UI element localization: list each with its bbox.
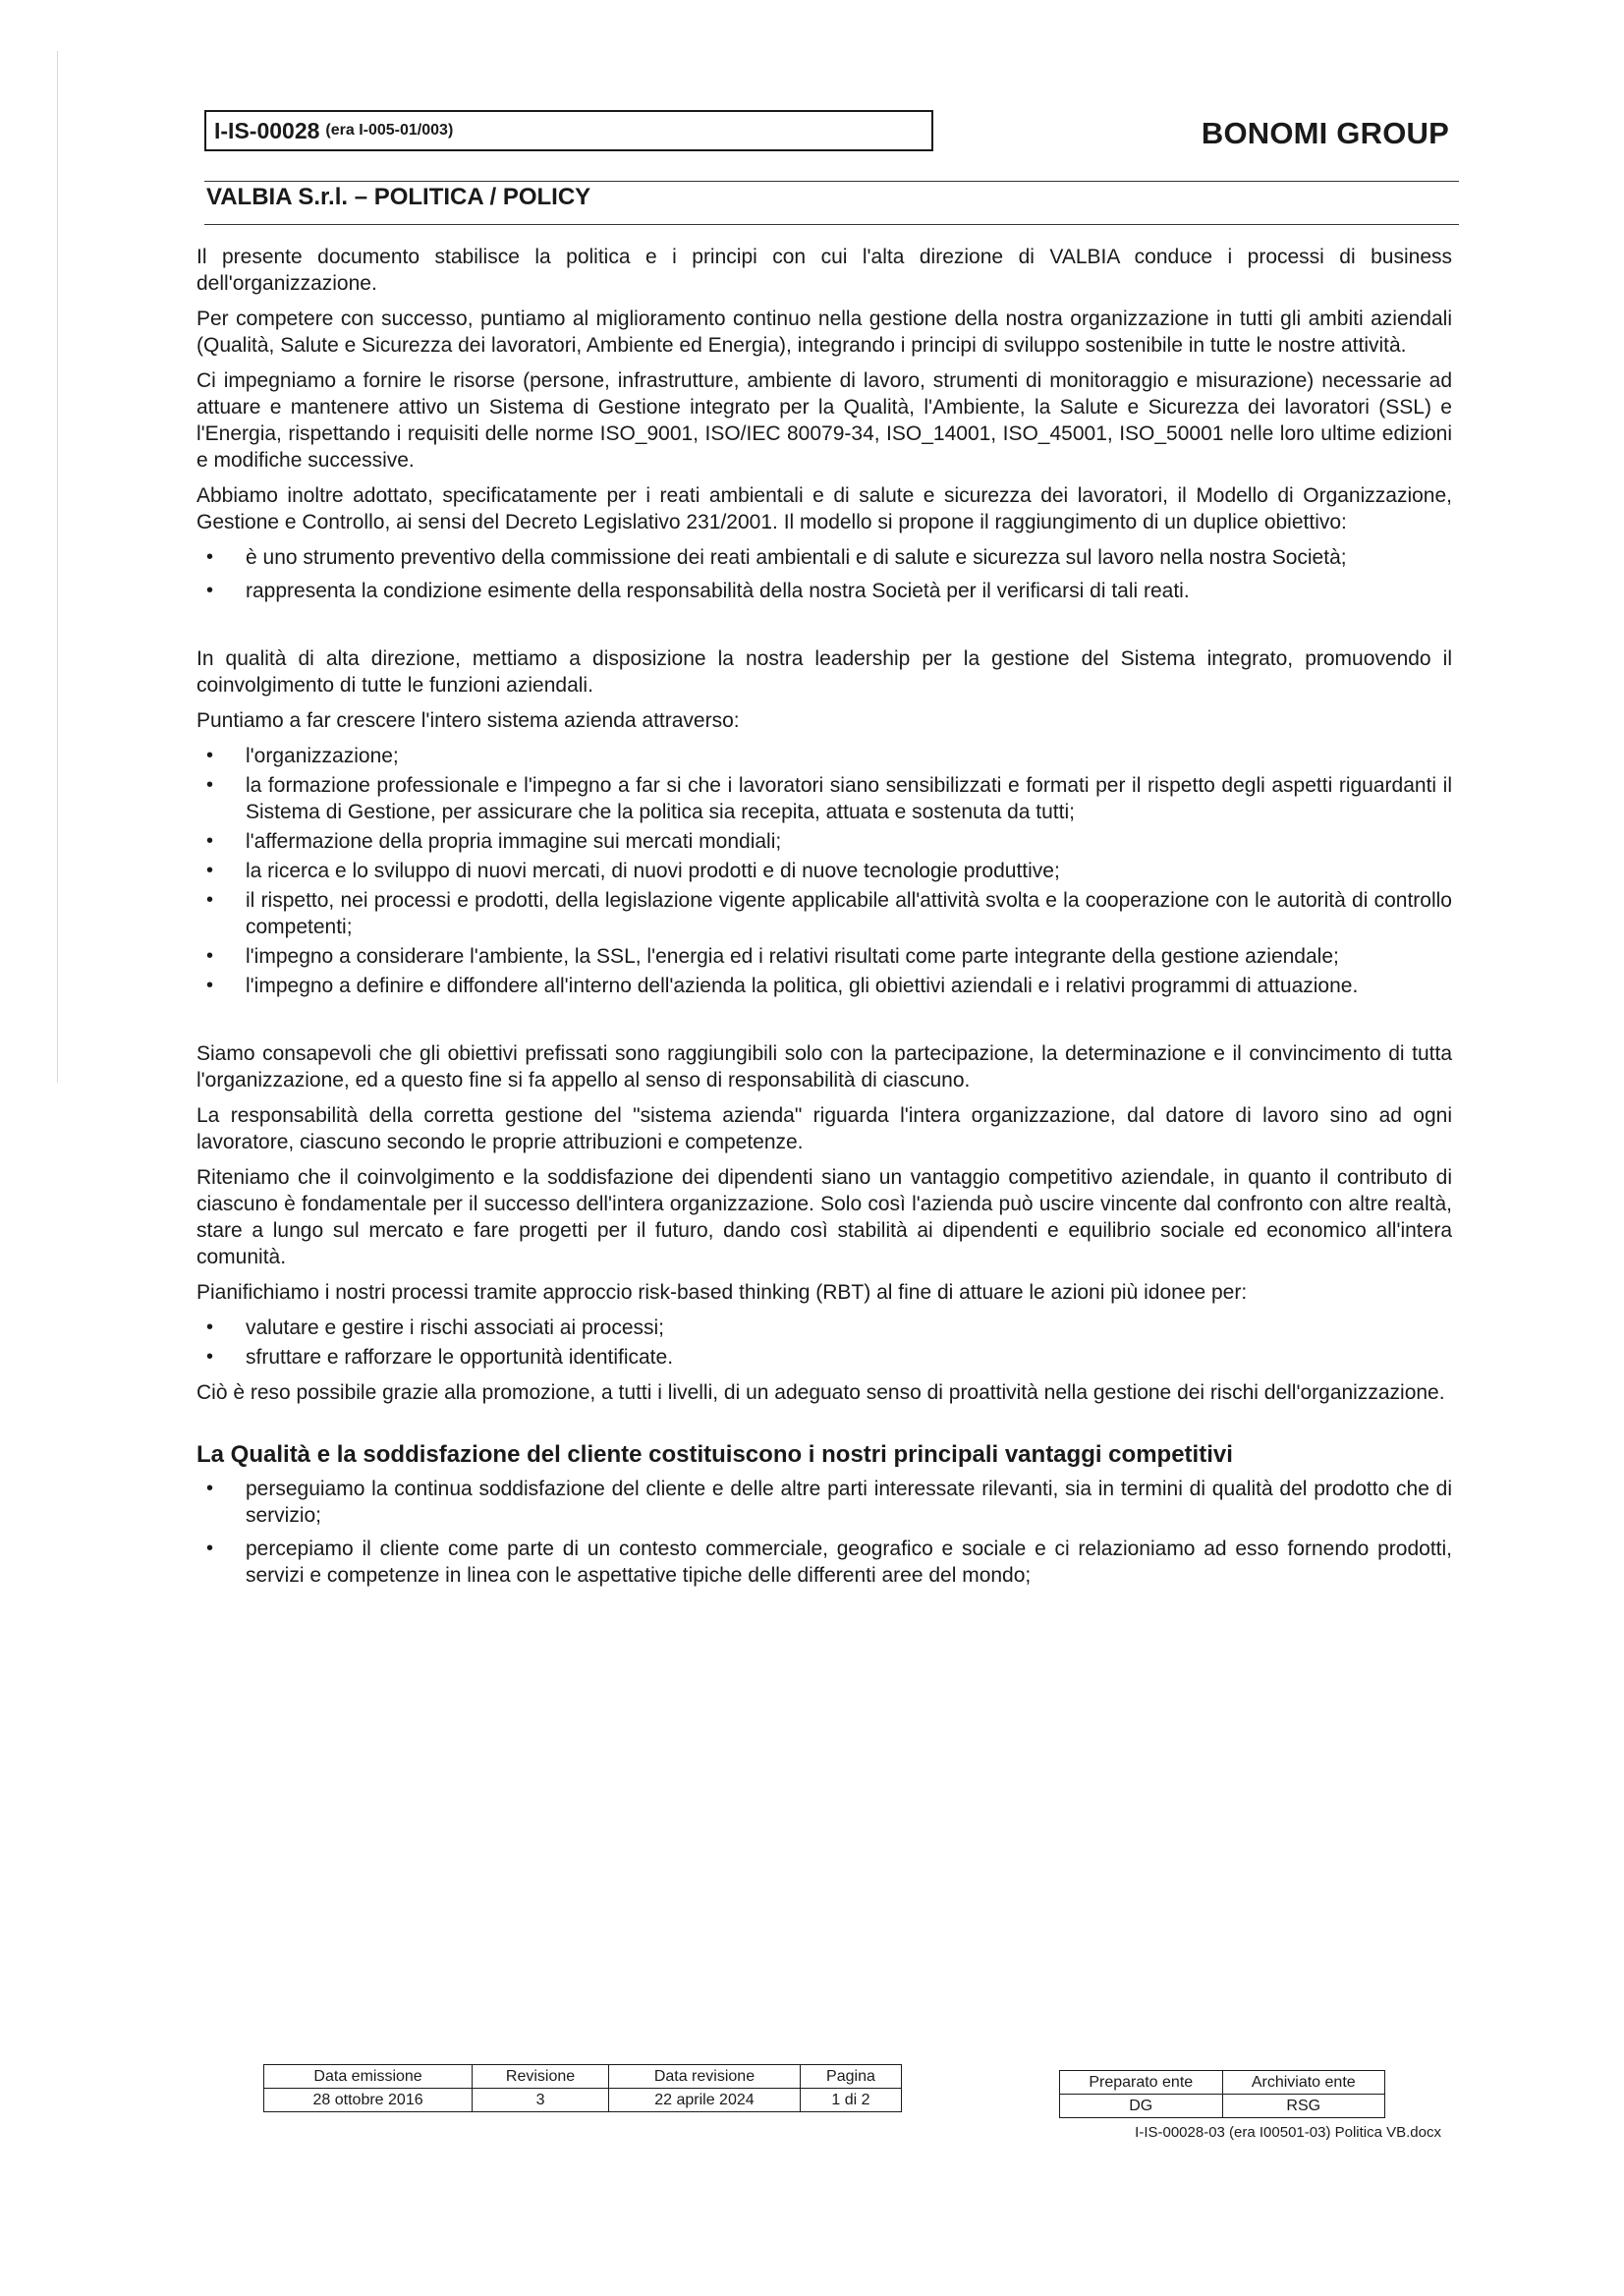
objectives-list	[196, 544, 1452, 604]
bullet-icon: •	[206, 580, 214, 601]
list-item-text: perseguiamo la continua soddisfazione del cliente e delle altre parti interessate rilevanti, sia in termini di qualità del prodotto che di servizio;	[246, 1478, 1452, 1527]
list-item	[196, 858, 1452, 884]
paragraph-improvement: Per competere con successo, puntiamo al miglioramento continuo nella gestione della nostra organizzazione in tutti gli ambiti aziendali (Qualità, Salute e Sicurezza dei lavoratori, Ambiente ed Energia), integrando i principi di sviluppo sostenibile in tutte le nostre attività.	[196, 308, 1452, 357]
list-item	[196, 943, 1452, 970]
header-divider	[204, 181, 1459, 182]
bullet-icon: •	[206, 1538, 214, 1559]
list-item	[196, 743, 1452, 769]
table-cell: RSG	[1222, 2095, 1385, 2118]
table-header-row	[264, 2065, 902, 2089]
bullet-icon: •	[206, 774, 214, 796]
paragraph-leadership: In qualità di alta direzione, mettiamo a disposizione la nostra leadership per la gestione del Sistema integrato, promuovendo il coinvolgimento di tutte le funzioni aziendali.	[196, 647, 1452, 697]
table-cell: 3	[473, 2089, 609, 2112]
paragraph-intro: Il presente documento stabilisce la politica e i principi con cui l'alta direzione di VALBIA conduce i processi di business dell'organizzazione.	[196, 246, 1452, 295]
bullet-icon: •	[206, 889, 214, 911]
bullet-icon: •	[206, 860, 214, 881]
table-header-cell: Data emissione	[264, 2065, 473, 2089]
growth-list	[196, 743, 1452, 999]
paragraph-responsibility: La responsabilità della corretta gestione del "sistema azienda" riguarda l'intera organizzazione, dal datore di lavoro sino ad ogni lavoratore, ciascuno secondo le proprie attribuzioni e competenze.	[196, 1104, 1452, 1153]
table-cell: 22 aprile 2024	[608, 2089, 800, 2112]
list-item-text: percepiamo il cliente come parte di un contesto commerciale, geografico e sociale e ci relazioniamo ad esso fornendo prodotti, servizi e competenze in linea con le aspettative tipiche delle differenti aree del mondo;	[246, 1538, 1452, 1587]
table-cell: 1 di 2	[800, 2089, 901, 2112]
table-header-cell: Data revisione	[608, 2065, 800, 2089]
list-item	[196, 1344, 1452, 1371]
paragraph-proactivity: Ciò è reso possibile grazie alla promozione, a tutti i livelli, di un adeguato senso di proattività nella gestione dei rischi dell'organizzazione.	[196, 1381, 1445, 1404]
list-item-text: il rispetto, nei processi e prodotti, della legislazione vigente applicabile all'attività svolta e la cooperazione con le autorità di controllo competenti;	[246, 889, 1452, 938]
list-item-text: la formazione professionale e l'impegno a far si che i lavoratori siano sensibilizzati e formati per il rispetto degli aspetti riguardanti il Sistema di Gestione, per assicurare che la politica sia recepita, attuata e sostenuta da tutti;	[246, 774, 1452, 823]
paragraph-employees: Riteniamo che il coinvolgimento e la soddisfazione dei dipendenti siano un vantaggio competitivo aziendale, in quanto il contributo di ciascuno è fondamentale per il successo dell'intera organizzazione. Solo così l'azienda può uscire vincente dal confronto con altre realtà, stare a lungo sul mercato e fare progetti per il futuro, dando così stabilità ai dipendenti e equilibrio sociale ed economico all'intera comunità.	[196, 1166, 1452, 1268]
document-code: I-IS-00028	[214, 117, 320, 143]
quality-list	[196, 1476, 1452, 1589]
bullet-icon: •	[206, 1478, 214, 1499]
bullet-icon: •	[206, 745, 214, 766]
paragraph-rbt: Pianifichiamo i nostri processi tramite approccio risk-based thinking (RBT) al fine di attuare le azioni più idonee per:	[196, 1281, 1248, 1304]
paragraph-growth: Puntiamo a far crescere l'intero sistema azienda attraverso:	[196, 709, 740, 732]
list-item-text: l'impegno a definire e diffondere all'interno dell'azienda la politica, gli obiettivi aziendali e i relativi programmi di attuazione.	[246, 975, 1359, 997]
document-body	[196, 244, 1452, 1597]
list-item-text: l'impegno a considerare l'ambiente, la SSL, l'energia ed i relativi risultati come parte integrante della gestione aziendale;	[246, 945, 1339, 968]
list-item	[196, 1536, 1452, 1589]
list-item-text: sfruttare e rafforzare le opportunità identificate.	[246, 1346, 674, 1369]
rbt-list	[196, 1315, 1452, 1371]
list-item	[196, 887, 1452, 940]
table-header-cell: Archiviato ente	[1222, 2071, 1385, 2095]
table-row	[1060, 2095, 1385, 2118]
table-header-cell: Revisione	[473, 2065, 609, 2089]
list-item-text: rappresenta la condizione esimente della responsabilità della nostra Società per il verificarsi di tali reati.	[246, 580, 1190, 602]
paragraph-resources: Ci impegniamo a fornire le risorse (persone, infrastrutture, ambiente di lavoro, strumenti di monitoraggio e misurazione) necessarie ad attuare e mantenere attivo un Sistema di Gestione integrato per la Qualità, l'Ambiente, la Salute e Sicurezza dei lavoratori (SSL) e l'Energia, rispettando i requisiti delle norme ISO_9001, ISO/IEC 80079-34, ISO_14001, ISO_45001, ISO_50001 nelle loro ultime edizioni e modifiche successive.	[196, 369, 1452, 472]
list-item-text: la ricerca e lo sviluppo di nuovi mercati, di nuovi prodotti e di nuove tecnologie produttive;	[246, 860, 1060, 882]
bullet-icon: •	[206, 945, 214, 967]
table-header-cell: Preparato ente	[1060, 2071, 1223, 2095]
bullet-icon: •	[206, 1346, 214, 1368]
list-item	[196, 973, 1452, 999]
file-name: I-IS-00028-03 (era I00501-03) Politica VB.docx	[1135, 2124, 1441, 2141]
list-item-text: valutare e gestire i rischi associati ai processi;	[246, 1316, 665, 1339]
table-cell: DG	[1060, 2095, 1223, 2118]
paragraph-model-231: Abbiamo inoltre adottato, specificatamente per i reati ambientali e di salute e sicurezza dei lavoratori, il Modello di Organizzazione, Gestione e Controllo, ai sensi del Decreto Legislativo 231/2001. Il modello si propone il raggiungimento di un duplice obiettivo:	[196, 484, 1452, 533]
table-header-cell: Pagina	[800, 2065, 901, 2089]
list-item	[196, 772, 1452, 825]
list-item	[196, 544, 1452, 571]
ownership-table	[1059, 2070, 1385, 2118]
document-title: VALBIA S.r.l. – POLITICA / POLICY	[206, 184, 591, 210]
bullet-icon: •	[206, 1316, 214, 1338]
table-header-row	[1060, 2071, 1385, 2095]
list-item	[196, 828, 1452, 855]
bullet-icon: •	[206, 830, 214, 852]
table-row	[264, 2089, 902, 2112]
list-item-text: l'organizzazione;	[246, 745, 399, 767]
bullet-icon: •	[206, 546, 214, 568]
list-item	[196, 1476, 1452, 1529]
list-item	[196, 578, 1452, 604]
document-code-box	[204, 110, 933, 151]
paragraph-awareness: Siamo consapevoli che gli obiettivi prefissati sono raggiungibili solo con la partecipazione, la determinazione e il convincimento di tutta l'organizzazione, ed a questo fine si fa appello al senso di responsabilità di ciascuno.	[196, 1042, 1452, 1092]
list-item	[196, 1315, 1452, 1341]
revision-table	[263, 2064, 902, 2112]
bullet-icon: •	[206, 975, 214, 996]
document-code-old: (era I-005-01/003)	[325, 122, 454, 139]
section-heading-quality: La Qualità e la soddisfazione del cliente costituiscono i nostri principali vantaggi competitivi	[196, 1441, 1233, 1468]
list-item-text: l'affermazione della propria immagine sui mercati mondiali;	[246, 830, 782, 853]
list-item-text: è uno strumento preventivo della commissione dei reati ambientali e di salute e sicurezza sul lavoro nella nostra Società;	[246, 546, 1347, 569]
table-cell: 28 ottobre 2016	[264, 2089, 473, 2112]
company-name: BONOMI GROUP	[1201, 116, 1449, 150]
title-divider	[204, 224, 1459, 225]
